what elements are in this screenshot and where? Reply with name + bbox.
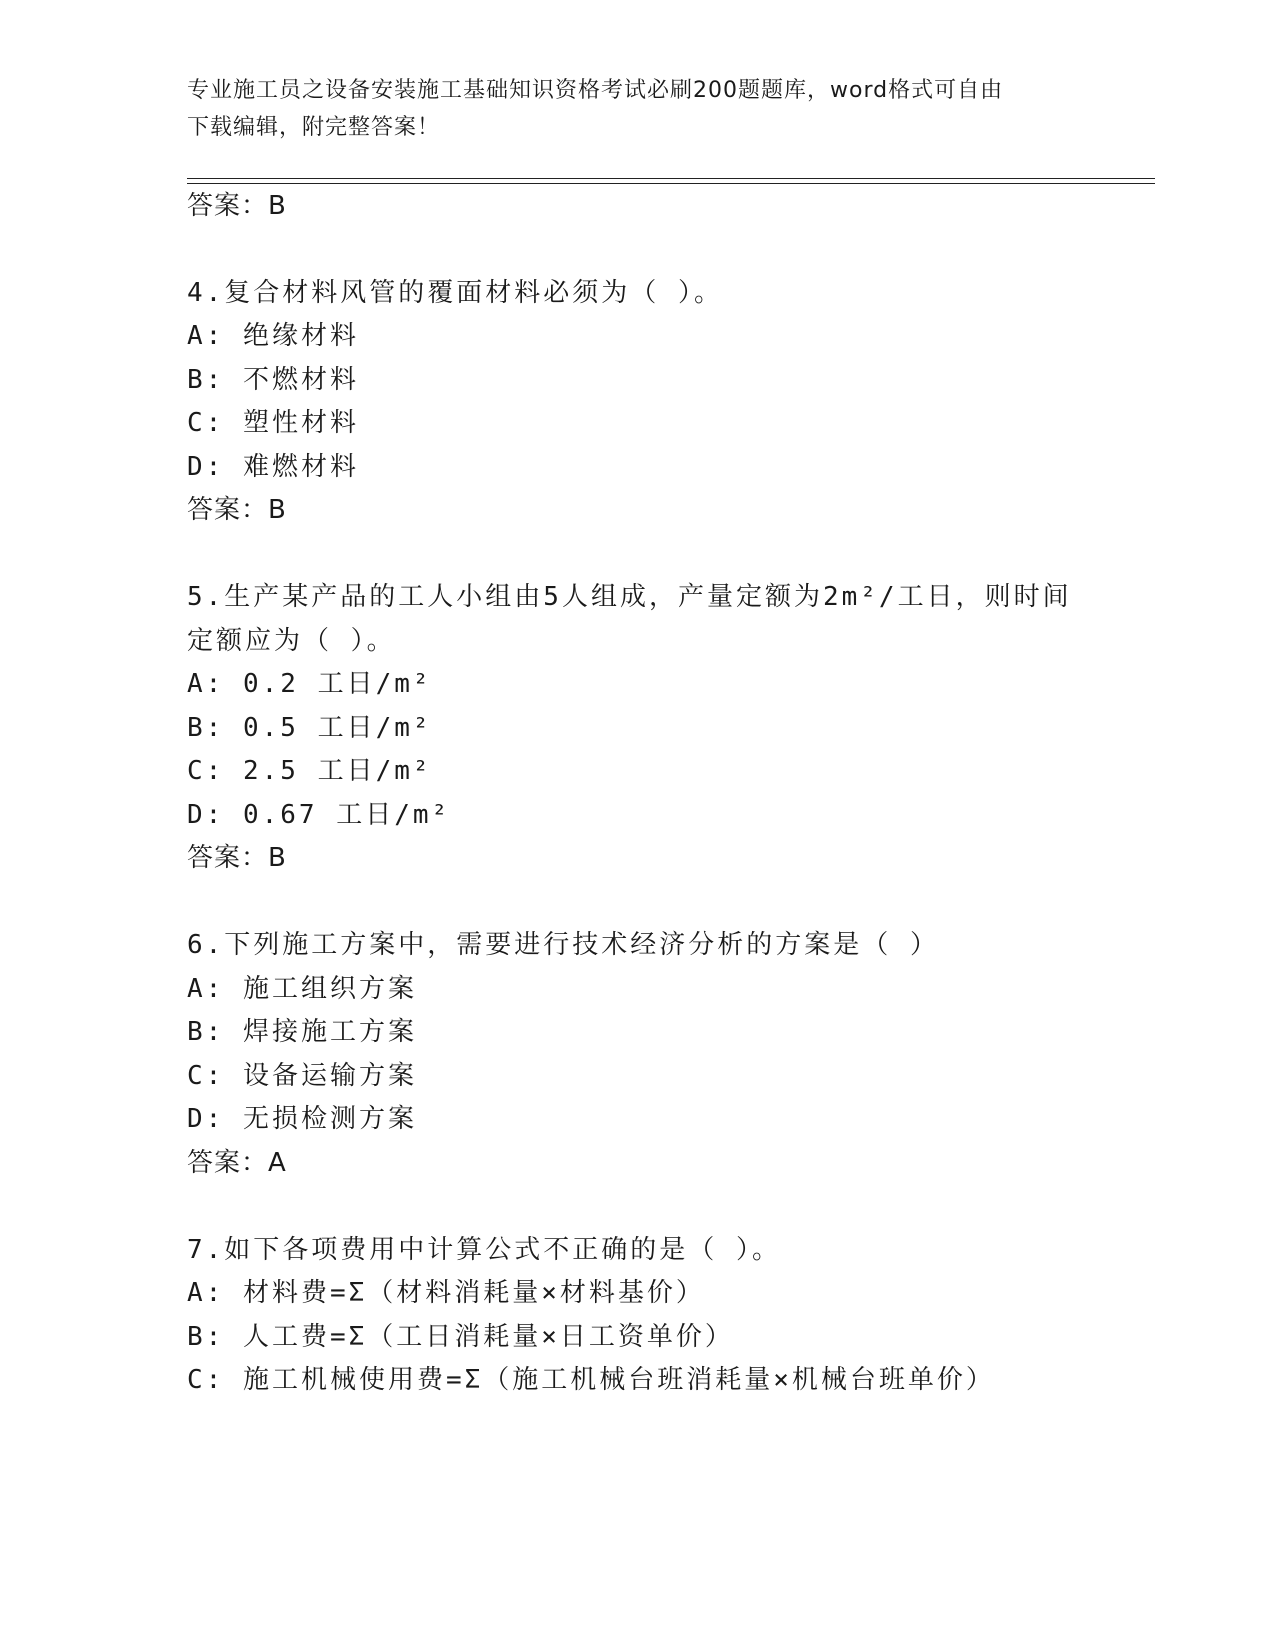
question-4-option-b: B: 不燃材料 [187, 365, 359, 395]
question-4-option-a: A: 绝缘材料 [187, 321, 359, 351]
question-5-option-a: A: 0.2 工日/m² [187, 669, 432, 699]
header-line-1: 专业施工员之设备安装施工基础知识资格考试必刷200题题库，word格式可自由 [187, 78, 1004, 103]
question-5-stem-line-2: 定额应为（ ）。 [187, 626, 396, 656]
question-5-stem-line-1: 5.生产某产品的工人小组由5人组成，产量定额为2m²/工日，则时间 [187, 582, 1072, 612]
document-header [187, 72, 1067, 146]
answer-q3: 答案：B [187, 191, 287, 221]
question-4-option-c: C: 塑性材料 [187, 408, 359, 438]
question-6-option-a: A: 施工组织方案 [187, 974, 417, 1004]
question-5-option-c: C: 2.5 工日/m² [187, 756, 432, 786]
question-6-option-c: C: 设备运输方案 [187, 1061, 417, 1091]
answer-q6: 答案：A [187, 1148, 287, 1178]
answer-q4: 答案：B [187, 495, 287, 525]
question-7-option-b: B: 人工费=Σ（工日消耗量×日工资单价） [187, 1322, 734, 1352]
question-6-option-d: D: 无损检测方案 [187, 1104, 417, 1134]
question-7-stem: 7.如下各项费用中计算公式不正确的是（ ）。 [187, 1235, 781, 1265]
question-6-stem: 6.下列施工方案中，需要进行技术经济分析的方案是（ ） [187, 930, 939, 960]
question-5-option-d: D: 0.67 工日/m² [187, 800, 451, 830]
answer-q5: 答案：B [187, 843, 287, 873]
question-4-option-d: D: 难燃材料 [187, 452, 359, 482]
header-rule-top [187, 178, 1155, 179]
question-6-option-b: B: 焊接施工方案 [187, 1017, 417, 1047]
header-rule-bottom [187, 183, 1155, 184]
question-7-option-a: A: 材料费=Σ（材料消耗量×材料基价） [187, 1278, 705, 1308]
question-7-option-c: C: 施工机械使用费=Σ（施工机械台班消耗量×机械台班单价） [187, 1365, 995, 1395]
question-4-stem: 4.复合材料风管的覆面材料必须为（ ）。 [187, 278, 723, 308]
header-line-2: 下载编辑，附完整答案！ [187, 115, 441, 140]
question-5-option-b: B: 0.5 工日/m² [187, 713, 432, 743]
